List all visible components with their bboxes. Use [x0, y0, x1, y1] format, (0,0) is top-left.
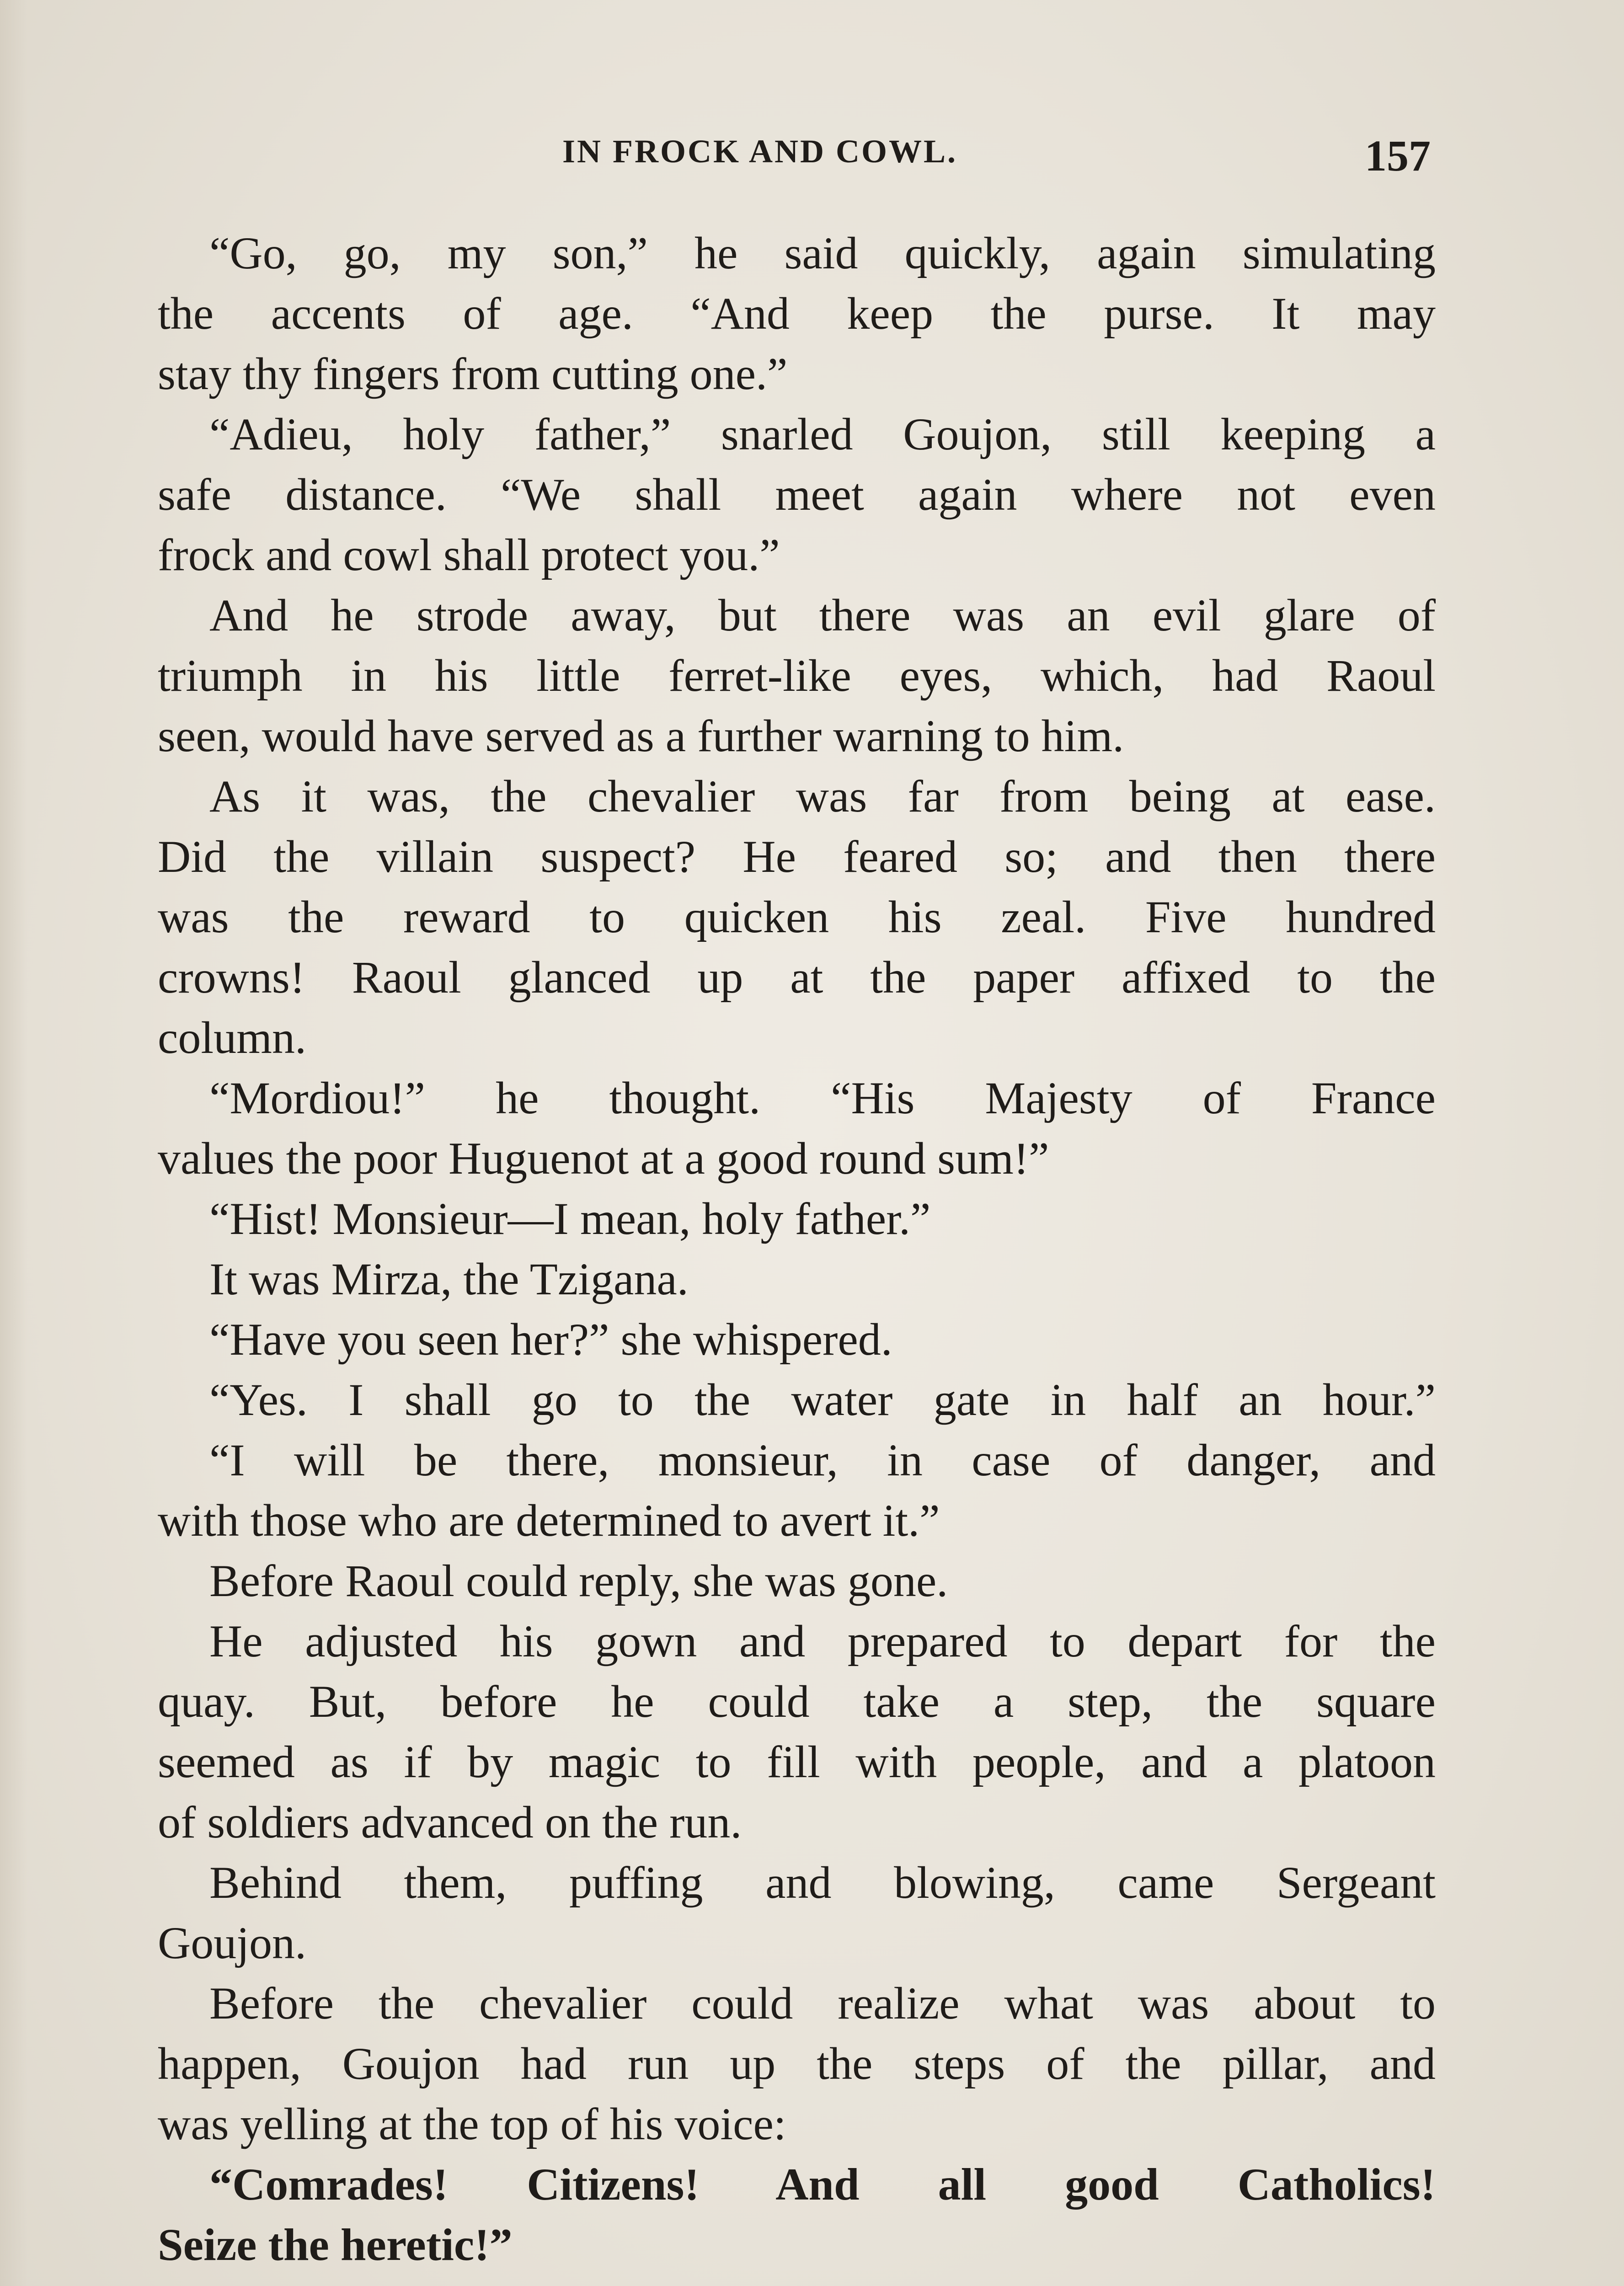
text-line: He adjusted his gown and prepared to depart for the	[209, 1616, 1436, 1666]
text-line: Goujon.	[158, 1917, 306, 1968]
text-line: quay. But, before he could take a step, the square	[158, 1676, 1436, 1727]
text-line: “Go, go, my son,” he said quickly, again simulating	[209, 228, 1436, 278]
text-line: seen, would have served as a further warning to him.	[158, 710, 1124, 761]
text-line: “I will be there, monsieur, in case of danger, and	[209, 1435, 1436, 1485]
text-line: was yelling at the top of his voice:	[158, 2099, 786, 2149]
text-line: values the poor Huguenot at a good round sum!”	[158, 1133, 1049, 1184]
text-line: It was Mirza, the Tzigana.	[209, 1254, 689, 1304]
text-line: Did the villain suspect? He feared so; and then there	[158, 831, 1436, 882]
text-line: Seize the heretic!”	[158, 2219, 513, 2270]
text-line: the accents of age. “And keep the purse. It may	[158, 288, 1436, 339]
text-line: safe distance. “We shall meet again where not even	[158, 469, 1436, 520]
body-text	[158, 223, 1436, 2275]
text-line: “Yes. I shall go to the water gate in half an hour.”	[209, 1374, 1436, 1425]
text-line: Before the chevalier could realize what was about to	[209, 1978, 1436, 2029]
text-line: “Adieu, holy father,” snarled Goujon, still keeping a	[209, 409, 1436, 459]
page-number: 157	[1365, 131, 1431, 180]
text-line: Behind them, puffing and blowing, came Sergeant	[209, 1857, 1436, 1908]
text-line: happen, Goujon had run up the steps of the pillar, and	[158, 2038, 1436, 2089]
text-line: seemed as if by magic to fill with people, and a platoon	[158, 1736, 1436, 1787]
running-title: IN FROCK AND COWL.	[562, 133, 958, 170]
text-line: “Have you seen her?” she whispered.	[209, 1314, 892, 1365]
text-line: crowns! Raoul glanced up at the paper affixed to the	[158, 952, 1436, 1003]
text-line: As it was, the chevalier was far from being at ease.	[209, 771, 1436, 822]
text-line: frock and cowl shall protect you.”	[158, 529, 780, 580]
text-line: “Mordiou!” he thought. “His Majesty of France	[209, 1073, 1436, 1123]
text-line: with those who are determined to avert it.”	[158, 1495, 940, 1546]
text-line: column.	[158, 1012, 306, 1063]
text-line: Before Raoul could reply, she was gone.	[209, 1555, 948, 1606]
text-line: And he strode away, but there was an evil glare of	[209, 590, 1436, 641]
text-line: “Comrades! Citizens! And all good Catholics!	[209, 2159, 1436, 2210]
text-line: was the reward to quicken his zeal. Five hundred	[158, 892, 1436, 942]
text-line: stay thy fingers from cutting one.”	[158, 348, 788, 399]
text-line: triumph in his little ferret-like eyes, which, had Raoul	[158, 650, 1436, 701]
text-line: of soldiers advanced on the run.	[158, 1797, 742, 1848]
text-line: “Hist! Monsieur—I mean, holy father.”	[209, 1193, 931, 1244]
